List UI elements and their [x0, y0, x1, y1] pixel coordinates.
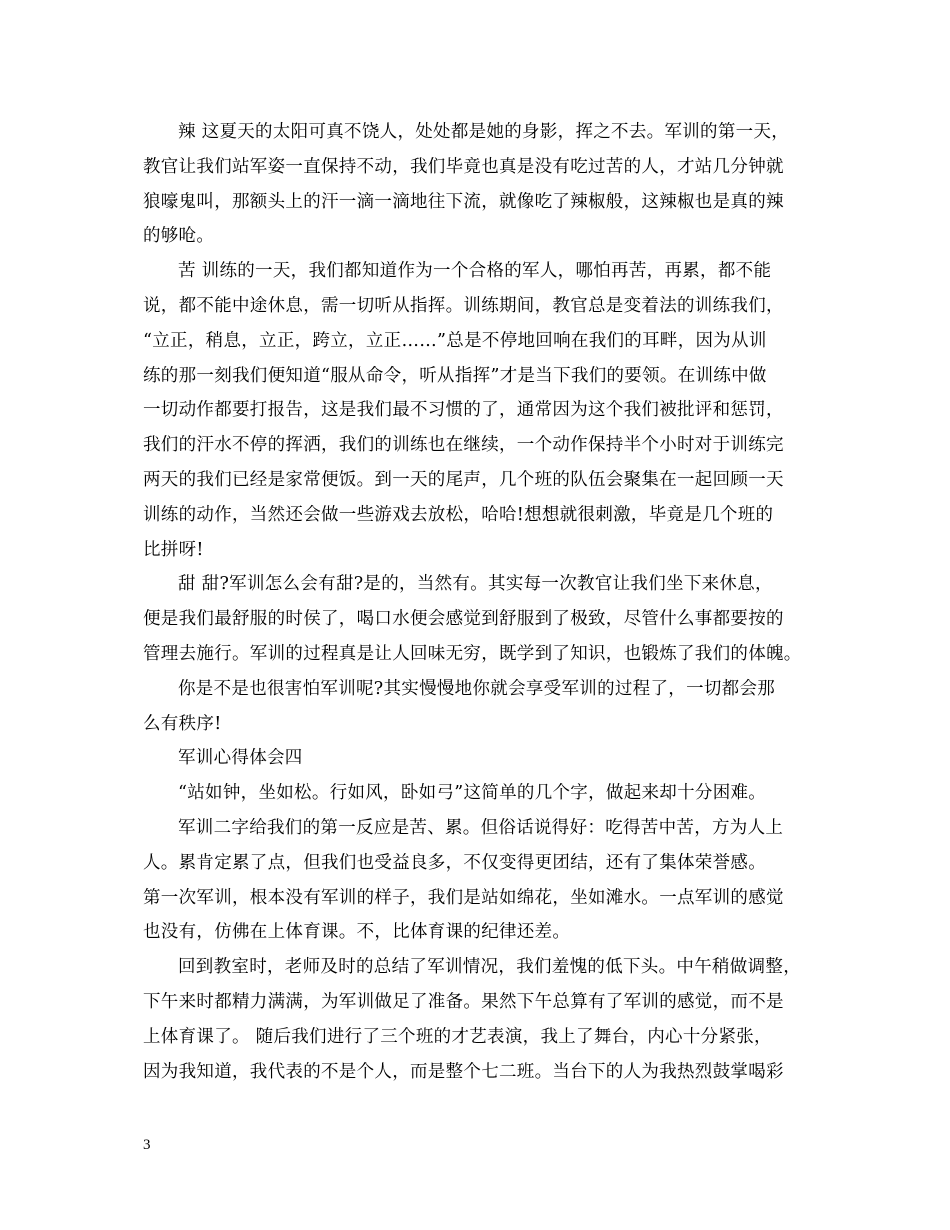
text-line: 管理去施行。军训的过程真是让人回味无穷，既学到了知识，也锻炼了我们的体魄。 — [143, 643, 802, 664]
text-line: 回到教室时，老师及时的总结了军训情况，我们羞愧的低下头。中午稍做调整， — [178, 957, 801, 978]
text-line: 训练的动作，当然还会做一些游戏去放松，哈哈!想想就很刺激，毕竟是几个班的 — [143, 504, 774, 525]
text-line: 军训二字给我们的第一反应是苦、累。但俗话说得好：吃得苦中苦，方为人上 — [178, 817, 784, 838]
text-line: 一切动作都要打报告，这是我们最不习惯的了，通常因为这个我们被批评和惩罚， — [143, 400, 784, 421]
text-line: 比拼呀! — [143, 539, 204, 560]
text-line: 练的那一刻我们便知道“服从命令，听从指挥”才是当下我们的要领。在训练中做 — [143, 365, 767, 386]
text-line: 第一次军训，根本没有军训的样子，我们是站如绵花，坐如滩水。一点军训的感觉 — [143, 887, 784, 908]
text-line: 便是我们最舒服的时侯了，喝口水便会感觉到舒服到了极致，尽管什么事都要按的 — [143, 609, 784, 630]
text-line: 下午来时都精力满满，为军训做足了准备。果然下午总算有了军训的感觉，而不是 — [143, 991, 784, 1012]
text-line: “立正，稍息，立正，跨立，立正……”总是不停地回响在我们的耳畔，因为从训 — [143, 330, 767, 351]
page-number: 3 — [143, 1137, 151, 1153]
text-line: 也没有，仿佛在上体育课。不，比体育课的纪律还差。 — [143, 922, 571, 943]
text-line: 说，都不能中途休息，需一切听从指挥。训练期间，教官总是变着法的训练我们， — [143, 295, 784, 316]
text-line: 辣 这夏天的太阳可真不饶人，处处都是她的身影，挥之不去。军训的第一天， — [178, 122, 790, 142]
document-body — [143, 115, 833, 1089]
text-line: 我们的汗水不停的挥洒，我们的训练也在继续，一个动作保持半个小时对于训练完 — [143, 435, 784, 456]
text-line: 军训心得体会四 — [178, 748, 303, 769]
text-line: 因为我知道，我代表的不是个人，而是整个七二班。当台下的人为我热烈鼓掌喝彩 — [143, 1061, 784, 1082]
text-line: 甜 甜?军训怎么会有甜?是的，当然有。其实每一次教官让我们坐下来休息， — [178, 574, 773, 595]
text-line: 苦 训练的一天，我们都知道作为一个合格的军人，哪怕再苦，再累，都不能 — [178, 261, 772, 282]
text-line: “站如钟，坐如松。行如风，卧如弓”这简单的几个字，做起来却十分困难。 — [178, 783, 767, 804]
text-line: 么有秩序! — [143, 713, 222, 734]
text-line: 人。累肯定累了点，但我们也受益良多，不仅变得更团结，还有了集体荣誉感。 — [143, 852, 766, 873]
text-line: 上体育课了。 随后我们进行了三个班的才艺表演，我上了舞台，内心十分紧张， — [143, 1026, 772, 1047]
text-line: 狼嚎鬼叫，那额头上的汗一滴一滴地往下流，就像吃了辣椒般，这辣椒也是真的辣 — [143, 191, 784, 212]
text-line: 你是不是也很害怕军训呢?其实慢慢地你就会享受军训的过程了，一切都会那 — [178, 678, 776, 699]
text-line: 教官让我们站军姿一直保持不动，我们毕竟也真是没有吃过苦的人，才站几分钟就 — [143, 156, 784, 177]
text-line: 两天的我们已经是家常便饭。到一天的尾声，几个班的队伍会聚集在一起回顾一天 — [143, 469, 784, 490]
text-line: 的够呛。 — [143, 226, 215, 247]
